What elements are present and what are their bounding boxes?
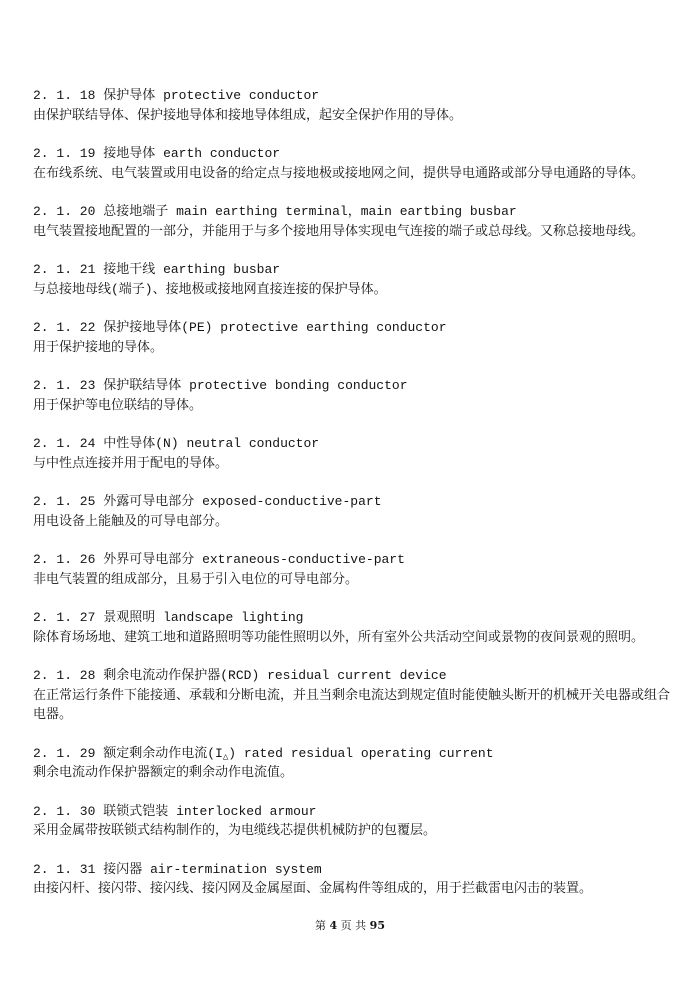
entry-number: 2. 1. 19 (33, 146, 96, 161)
entry-definition: 剩余电流动作保护器额定的剩余动作电流值。 (33, 765, 294, 780)
entry-heading (33, 376, 673, 396)
entry-definition: 用于保护等电位联结的导体。 (33, 397, 203, 413)
entry-term: 接地导体 (103, 146, 156, 161)
entry-definition: 由接闪杆、接闪带、接闪线、接闪网及金属屋面、金属构件等组成的，用于拦截雷电闪击的装置。 (33, 881, 593, 896)
entry-term: 接地干线 (103, 262, 156, 277)
entry-heading (33, 744, 673, 764)
entry-definition: 采用金属带按联锁式结构制作的，为电缆线芯提供机械防护的包覆层。 (33, 823, 437, 838)
entry-number: 2. 1. 24 (33, 436, 96, 451)
entry-term-text: 额定剩余动作电流(I (103, 745, 223, 761)
entry-term-subscript: △ (222, 751, 229, 762)
entry-heading (33, 144, 673, 164)
entry-definition-continued: 电器。 (33, 707, 73, 722)
entry-heading (33, 666, 673, 686)
term-entry (33, 434, 673, 473)
entry-heading (33, 802, 673, 822)
document-body (33, 86, 673, 918)
entry-definition: 在布线系统、电气装置或用电设备的给定点与接地极或接地网之间，提供导电通路或部分导电通路的导体。 (33, 165, 645, 181)
entry-number: 2. 1. 23 (33, 378, 96, 393)
entry-heading (33, 434, 673, 454)
entry-term: 总接地端子 (103, 204, 169, 219)
entry-english: interlocked armour (176, 803, 317, 819)
entry-english: earthing busbar (163, 262, 281, 277)
entry-number: 2. 1. 28 (33, 668, 96, 683)
term-entry (33, 608, 673, 647)
entry-term: 外露可导电部分 (103, 494, 195, 509)
entry-english: landscape lighting (163, 610, 304, 625)
entry-definition: 用于保护接地的导体。 (33, 339, 164, 355)
term-entry (33, 202, 673, 241)
entry-heading (33, 202, 673, 222)
entry-definition: 非电气装置的组成部分，且易于引入电位的可导电部分。 (33, 571, 359, 587)
entry-english: air-termination system (150, 861, 322, 877)
entry-definition: 由保护联结导体、保护接地导体和接地导体组成，起安全保护作用的导体。 (33, 107, 463, 123)
entry-term: 中性导体(N) (103, 436, 179, 451)
entry-term: 剩余电流动作保护器(RCD) (103, 668, 260, 683)
term-entry (33, 666, 673, 725)
entry-term: 保护接地导体(PE) (103, 320, 213, 335)
term-entry (33, 260, 673, 299)
page-footer (0, 918, 700, 934)
entry-definition: 与中性点连接并用于配电的导体。 (33, 455, 229, 471)
entry-term: 景观照明 (103, 610, 156, 625)
term-entry (33, 86, 673, 125)
entry-english: earth conductor (163, 146, 281, 161)
entry-english: extraneous-conductive-part (202, 552, 405, 567)
entry-definition: 电气装置接地配置的一部分，并能用于与多个接地用导体实现电气连接的端子或总母线。又称总接地母线。 (33, 223, 645, 239)
entry-number: 2. 1. 31 (33, 861, 96, 877)
entry-number: 2. 1. 21 (33, 262, 96, 277)
entry-english: main earthing terminal，main eartbing busbar (176, 204, 517, 219)
footer-prefix: 第 (315, 919, 327, 932)
entry-term (103, 746, 236, 761)
entry-definition: 与总接地母线(端子)、接地极或接地网直接连接的保护导体。 (33, 281, 387, 297)
entry-heading (33, 860, 673, 880)
entry-english: residual current device (267, 668, 447, 683)
entry-number: 2. 1. 20 (33, 204, 96, 219)
entry-definition: 用电设备上能触及的可导电部分。 (33, 513, 229, 529)
term-entry (33, 860, 673, 899)
entry-definition: 除体育场场地、建筑工地和道路照明等功能性照明以外，所有室外公共活动空间或景物的夜间景观的照明。 (33, 629, 645, 645)
entry-english: neutral conductor (186, 436, 320, 451)
entry-term: 保护导体 (103, 88, 156, 103)
term-entry (33, 550, 673, 589)
entry-number: 2. 1. 30 (33, 803, 96, 819)
entry-term: 接闪器 (103, 861, 143, 877)
entry-definition: 在正常运行条件下能接通、承载和分断电流，并且当剩余电流达到规定值时能使触头断开的机械开关电器或组合 (33, 687, 671, 703)
entry-term: 联锁式铠装 (103, 803, 169, 819)
entry-heading (33, 492, 673, 512)
footer-middle: 页 共 (340, 919, 367, 932)
entry-term: 保护联结导体 (103, 378, 182, 393)
entry-heading (33, 550, 673, 570)
entry-term-close: ) (228, 745, 237, 761)
entry-heading (33, 608, 673, 628)
entry-english: protective earthing conductor (220, 320, 447, 335)
entry-english: rated residual operating current (243, 745, 494, 761)
entry-heading (33, 86, 673, 106)
entry-heading (33, 318, 673, 338)
entry-number: 2. 1. 18 (33, 88, 96, 103)
entry-term: 外界可导电部分 (103, 552, 195, 567)
term-entry (33, 744, 673, 783)
entry-number: 2. 1. 26 (33, 552, 96, 567)
entry-number: 2. 1. 29 (33, 745, 96, 761)
term-entry (33, 802, 673, 841)
entry-number: 2. 1. 22 (33, 320, 96, 335)
current-page-number: 4 (329, 919, 338, 932)
entry-number: 2. 1. 25 (33, 494, 96, 509)
entry-number: 2. 1. 27 (33, 610, 96, 625)
total-page-count: 95 (369, 919, 385, 932)
entry-english: protective bonding conductor (189, 378, 408, 393)
entry-english: exposed-conductive-part (202, 494, 382, 509)
entry-heading (33, 260, 673, 280)
term-entry (33, 376, 673, 415)
term-entry (33, 318, 673, 357)
entry-english: protective conductor (163, 88, 320, 103)
term-entry (33, 492, 673, 531)
term-entry (33, 144, 673, 183)
